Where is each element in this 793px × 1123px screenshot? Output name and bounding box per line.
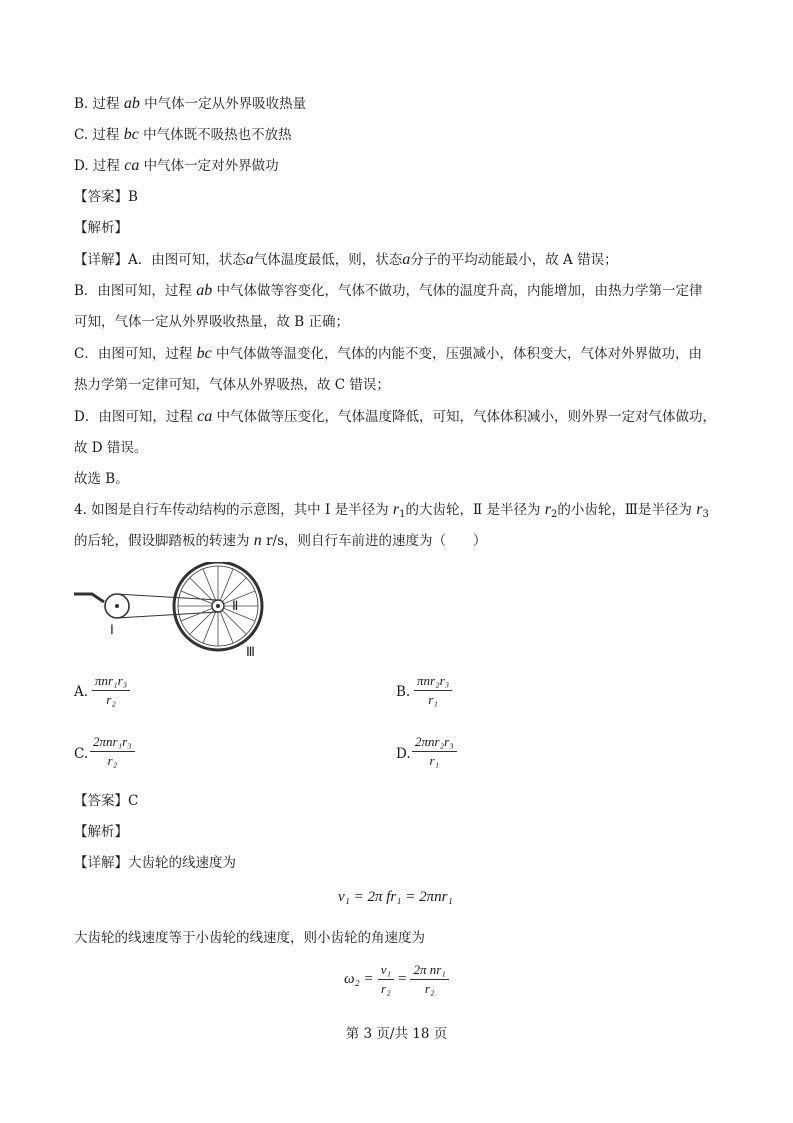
- eq2-fraction-2: $\frac{\text{2π nr₁}}{\text{r₂}}$: [410, 962, 448, 997]
- eq2-fraction-1: $\frac{\text{v₁}}{\text{r₂}}$: [378, 962, 394, 997]
- q4-option-c: 2πnr₁r₃ r₂: [90, 734, 135, 769]
- q4-option-b-label: B.: [396, 684, 411, 700]
- q4-option-a-label: A.: [74, 684, 89, 700]
- q3-detail-line-5: 热力学第一定律可知，气体从外界吸热，故 C 错误；: [74, 377, 390, 393]
- q3-detail-line-3: 可知，气体一定从外界吸收热量，故 B 正确；: [74, 314, 350, 330]
- q4-equation-1: v₁ = 2π fr₁ = 2πnr₁: [338, 889, 453, 905]
- option-c-prev: C. 过程 bc 中气体既不吸热也不放热: [74, 126, 292, 143]
- bicycle-transmission-diagram: [70, 562, 270, 658]
- page-footer: 第 3 页/共 18 页: [345, 1026, 448, 1042]
- chain-bottom: [117, 612, 218, 618]
- q3-detail-line-7: 故 D 错误。: [74, 440, 148, 456]
- q4-stem-line-1: 4. 如图是自行车传动结构的示意图，其中 Ⅰ 是半径为 $r_1$的大齿轮，Ⅱ 是半径为 $r_2$的小齿轮，Ⅲ是半径为 $r_3$: [74, 501, 709, 520]
- q4-stem-line-2: 的后轮，假设脚踏板的转速为 n r/s，则自行车前进的速度为（ ）: [74, 532, 487, 549]
- q4-option-d-label: D.: [396, 746, 411, 762]
- label-II: Ⅱ: [232, 598, 239, 613]
- q4-answer: 【答案】C: [74, 793, 139, 809]
- chain-top: [117, 594, 218, 600]
- option-b-prev: B. 过程 ab 中气体一定从外界吸收热量: [74, 95, 307, 112]
- q4-option-d: 2πnr₂r₃ r₁: [412, 734, 457, 769]
- label-III: Ⅲ: [246, 644, 255, 658]
- q3-conclusion: 故选 B。: [74, 471, 129, 487]
- q4-detail-line-2: 大齿轮的线速度等于小齿轮的线速度，则小齿轮的角速度为: [74, 930, 425, 946]
- label-I: Ⅰ: [110, 622, 114, 637]
- pedal-crank: [74, 594, 104, 602]
- q3-detail-line-4: C．由图可知，过程 bc 中气体做等温变化，气体的内能不变，压强减小，体积变大，气体对外界做功，由: [74, 345, 703, 362]
- q4-analysis-heading: 【解析】: [74, 824, 128, 840]
- q3-detail-line-1: 【详解】A．由图可知，状态a气体温度最低，则，状态a分子的平均动能最小，故 A 错误；: [74, 251, 618, 268]
- q4-detail-line-1: 【详解】大齿轮的线速度为: [74, 855, 236, 871]
- q3-detail-line-6: D．由图可知，过程 ca 中气体做等压变化，气体温度降低，可知，气体体积减小，则外界一定对气体做功，: [74, 408, 717, 425]
- q4-option-a: πnr₁r₃ r₂: [92, 673, 130, 708]
- q4-equation-2: ω₂ = $\frac{\text{v₁}}{\text{r₂}}$ = $\frac{\text{2π nr₁}}{\text{r₂}}$: [344, 962, 449, 997]
- q4-option-b: πnr₂r₃ r₁: [414, 673, 452, 708]
- q3-answer: 【答案】B: [74, 189, 138, 205]
- q3-analysis-heading: 【解析】: [74, 220, 128, 236]
- option-d-prev: D. 过程 ca 中气体一定对外界做功: [74, 157, 279, 174]
- q4-option-c-label: C.: [74, 746, 89, 762]
- q3-detail-line-2: B．由图可知，过程 ab 中气体做等容变化，气体不做功，气体的温度升高，内能增加，由热力学第一定律: [74, 282, 703, 299]
